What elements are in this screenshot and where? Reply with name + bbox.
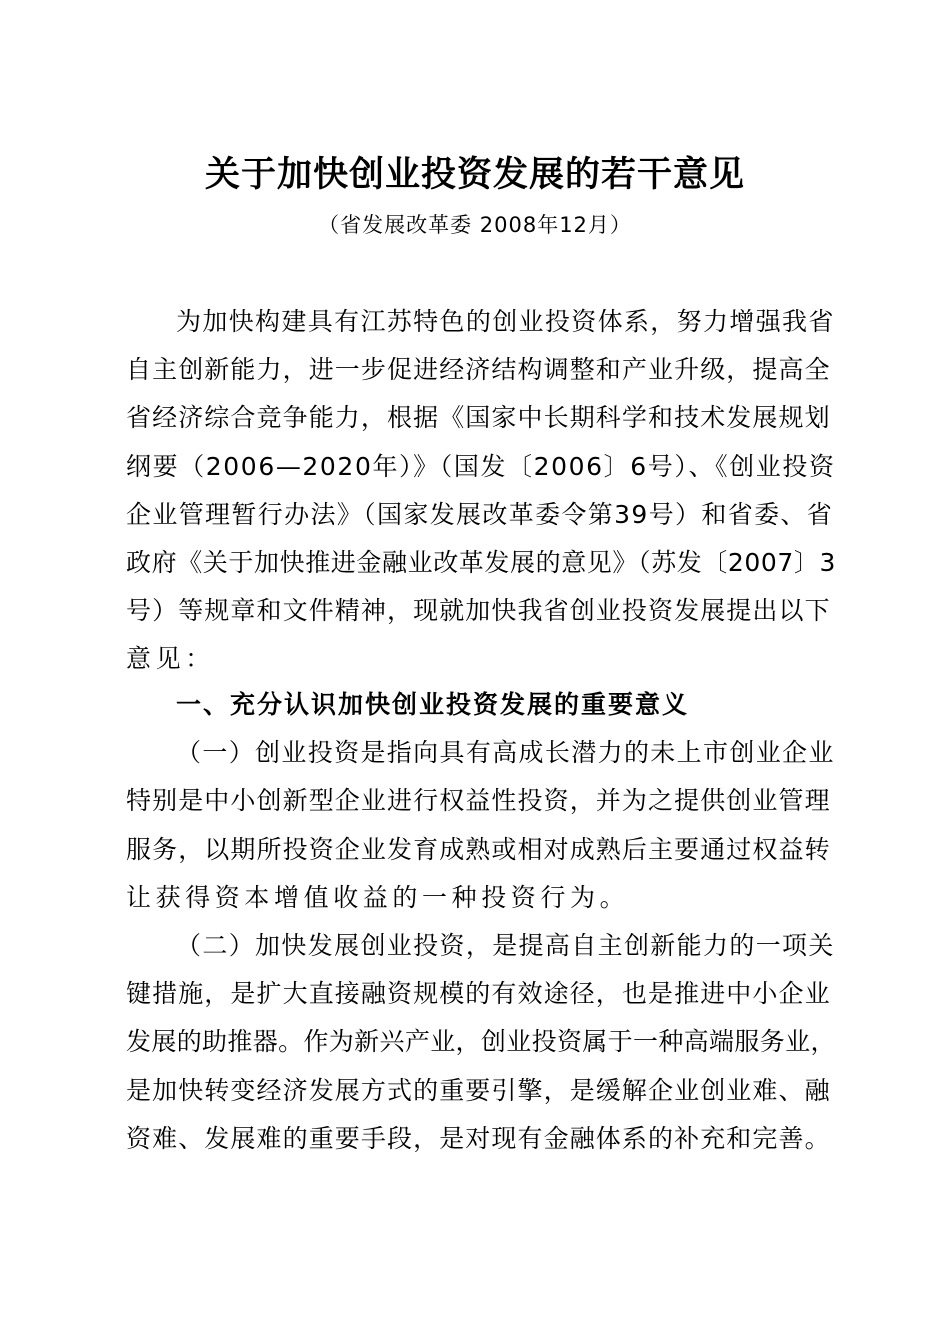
paragraph-two-line: （二）加快发展创业投资，是提高自主创新能力的一项关 [176, 930, 835, 960]
paragraph-one-line: 特别是中小创新型企业进行权益性投资，并为之提供创业管理 [126, 786, 831, 816]
paragraph-one-line: （一）创业投资是指向具有高成长潜力的未上市创业企业 [176, 738, 835, 768]
paragraph-two-line: 键措施，是扩大直接融资规模的有效途径，也是推进中小企业 [126, 979, 831, 1009]
intro-line: 政府《关于加快推进金融业改革发展的意见》（苏发〔2007〕3 [126, 547, 837, 577]
paragraph-one-line: 服务，以期所投资企业发育成熟或相对成熟后主要通过权益转 [126, 834, 831, 864]
intro-line: 纲要（2006—2020年）》（国发〔2006〕6号）、《创业投资 [126, 451, 836, 481]
intro-line: 意见： [126, 644, 215, 674]
paragraph-two-line: 发展的助推器。作为新兴产业，创业投资属于一种高端服务业， [126, 1027, 836, 1057]
paragraph-two-line: 是加快转变经济发展方式的重要引擎，是缓解企业创业难、融 [126, 1075, 831, 1105]
document-title: 关于加快创业投资发展的若干意见 [204, 154, 745, 195]
document-subtitle: （省发展改革委 2008年12月） [318, 213, 632, 237]
paragraph-one-line: 让获得资本增值收益的一种投资行为。 [126, 882, 630, 912]
intro-line: 企业管理暂行办法》（国家发展改革委令第39号）和省委、省 [126, 499, 834, 529]
intro-paragraph [126, 298, 836, 684]
paragraph-two-line: 资难、发展难的重要手段，是对现有金融体系的补充和完善。 [126, 1123, 831, 1153]
intro-line: 自主创新能力，进一步促进经济结构调整和产业升级，提高全 [126, 355, 831, 385]
intro-line: 为加快构建具有江苏特色的创业投资体系，努力增强我省 [176, 307, 835, 336]
section-heading: 一、充分认识加快创业投资发展的重要意义 [176, 690, 690, 719]
section-one [126, 681, 836, 1163]
intro-line: 省经济综合竞争能力，根据《国家中长期科学和技术发展规划 [126, 403, 831, 433]
intro-line: 号）等规章和文件精神，现就加快我省创业投资发展提出以下 [126, 596, 831, 626]
